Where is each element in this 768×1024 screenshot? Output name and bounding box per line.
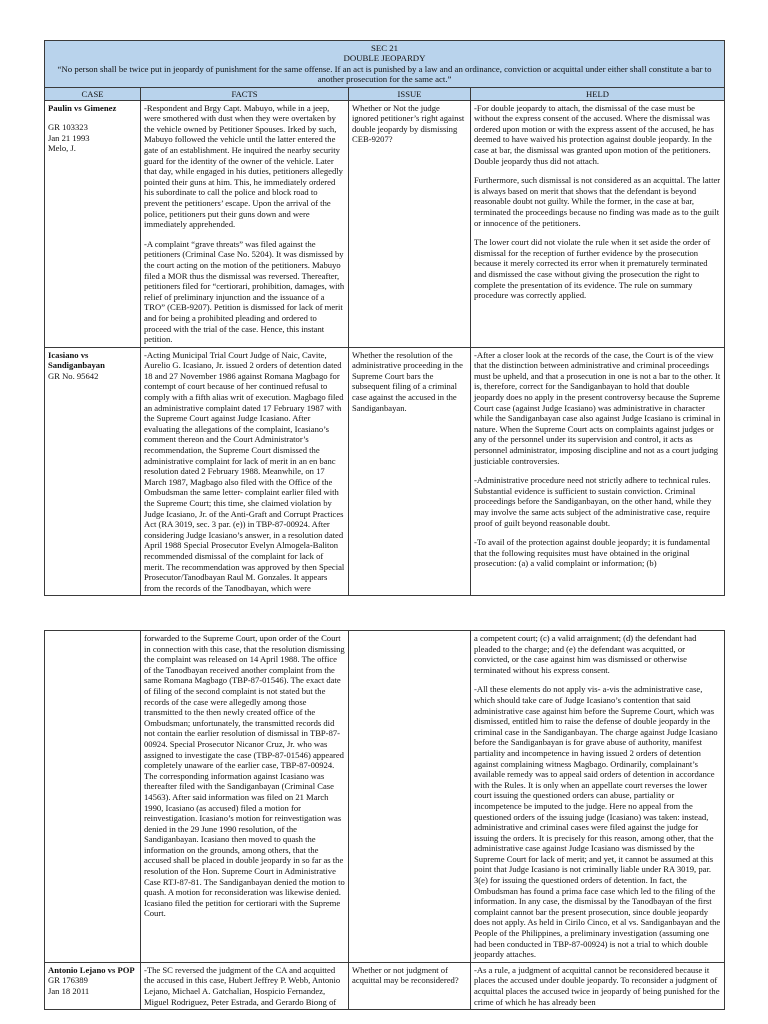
column-header-facts: FACTS [141, 87, 349, 100]
held-cell [471, 631, 725, 963]
case-gr: GR 176389 [48, 975, 88, 986]
table-row [45, 631, 725, 963]
held-cell [471, 347, 725, 596]
facts-cell [141, 631, 349, 963]
case-date: Jan 18 2011 [48, 986, 90, 996]
facts-paragraph: -A complaint “grave threats” was filed against the petitioners (Criminal Case No. 5204). It was dismissed by the court acting on the motion of the petitioners. Mabuyo filed a MOR thus the dismissal was reversed. Thereafter, petitioners filed for “certiorari, prohibition, damages, with relief of preliminary injunction and the issuance of a TRO” (CEB-9207). Petition is dismissed for lack of merit and for being a prohibited pleading and ordered to proceed with the trial of the case. Hence, this instant petition. [144, 238, 345, 345]
held-paragraph: -All these elements do not apply vis- a-vis the administrative case, which should take care of Judge Icasiano’s contention that said administrative case against him before the Supreme Court, which was dismissed, entitled him to raise the defense of double jeopardy in the criminal case in the Sandiganbayan. The charge against Judge Icasiano before the Sandiganbayan is for grave abuse of authority, manifest partiality and incompetence in having issued 2 orders of detention against complaining witness Magbago. Ordinarily, complainant’s available remedy was to appeal said orders of detention in accordance with the Rules. It is only when an appellate court reverses the lower court issuing the questioned orders can abuse, partiality or incompetence be imputed to the judge. Here no appeal from the questioned orders of the issuing judge (Icasiano) was taken: instead, administrative and criminal cases were filed against the judge for issuing the orders. It is precisely for this reason, among other, that the administrative case against Judge Icasiano was dismissed by the Supreme Court for lack of merit; and yet, it cannot be assumed at this point that Judge Icasiano is not criminally liable under RA 3019, par. 3(e) for issuing the questioned orders of detention. In fact, the Ombudsman has found a prima face case which led to the filing of the information. In any case, the dismissal by the Tanodbayan of the first complaint cannot bar the present prosecution, since double jeopardy does not apply. As held in Cirilo Cinco, et al vs. Sandiganbayan and the People of the Philippines, a preliminary investigation (assuming one had been conducted in TBP-87-00924) is not a trial to which double jeopardy attaches. [474, 684, 721, 960]
held-paragraph: -After a closer look at the records of the case, the Court is of the view that the distinction between administrative and criminal proceedings must be upheld, and that a prosecution in one is not a bar to the other. It is, therefore, correct for the Sandiganbayan to hold that double jeopardy does no apply in the present controversy because the Supreme Court case (against Judge Icasiano) was administrative in character while the Sandiganbayan case also against Judge Icasiano is criminal in nature. When the Supreme Court acts on complaints against judges or any of the personnel under its supervision and control, it acts as personnel administrator, imposing discipline and not as a court judging justiciable controversies. [474, 349, 721, 466]
section-topic: DOUBLE JEOPARDY [343, 53, 426, 64]
page-2 [44, 630, 724, 1010]
case-digest-table [44, 40, 725, 596]
issue-text: Whether or Not the judge ignored petitioner’s right against double jeopardy by dismissing CEB-9207? [352, 102, 465, 145]
section-number: SEC 21 [370, 43, 399, 53]
held-cell [471, 100, 725, 347]
case-cell [45, 100, 141, 347]
column-header-row [45, 87, 725, 100]
held-paragraph: -To avail of the protection against double jeopardy; it is fundamental that the following requisites must have obtained in the original prosecution: (a) a valid complaint or information; (b) [474, 537, 711, 569]
case-gr: GR 103323 [48, 122, 88, 133]
case-ponente: Melo, J. [48, 143, 76, 154]
section-header-row [45, 41, 725, 88]
case-gr: GR No. 95642 [48, 370, 99, 381]
held-cell [471, 962, 725, 1009]
case-name: Paulin vs Gimenez [48, 102, 117, 113]
case-date: Jan 21 1993 [48, 132, 90, 143]
held-paragraph: Furthermore, such dismissal is not considered as an acquittal. The latter is always based on merit that shows that the defendant is beyond reasonable doubt not guilty. While the former, in the case at bar, terminated the proceedings because no finding was made as to the guilt or innocence of the petitioners. [474, 175, 721, 228]
issue-text: Whether or not judgment of acquittal may be reconsidered? [352, 964, 459, 986]
issue-cell [349, 100, 471, 347]
case-name: Icasiano vs Sandiganbayan [48, 349, 105, 371]
table-row [45, 962, 725, 1009]
case-cell [45, 347, 141, 596]
case-cell [45, 631, 141, 963]
held-paragraph: -As a rule, a judgment of acquittal cannot be reconsidered because it places the accused under double jeopardy. To reconsider a judgment of acquittal places the accused twice in jeopardy of being punished for the crime of which he has already been [474, 964, 720, 1007]
case-digest-table-continued [44, 630, 725, 1010]
column-header-issue: ISSUE [349, 87, 471, 100]
case-cell [45, 962, 141, 1009]
column-header-held: HELD [471, 87, 725, 100]
section-quote: “No person shall be twice put in jeopardy of punishment for the same offense. If an act is punished by a law and an ordinance, conviction or acquittal under either shall constitute a bar to another prosecution for the same act.” [57, 63, 712, 85]
issue-text: Whether the resolution of the administrative proceeding in the Supreme Court bars the subsequent filing of a criminal case against the accused in the Sandiganbayan. [352, 349, 463, 413]
facts-cell [141, 962, 349, 1009]
column-header-case: CASE [45, 87, 141, 100]
page-1 [44, 40, 724, 596]
table-row [45, 100, 725, 347]
held-paragraph: a competent court; (c) a valid arraignment; (d) the defendant had pleaded to the charge; and (e) the defendant was acquitted, or convicted, or the case against him was dismissed or otherwise terminated without his express consent. [474, 633, 697, 675]
issue-cell [349, 347, 471, 596]
section-header [45, 41, 725, 88]
case-name: Antonio Lejano vs POP [48, 964, 135, 975]
facts-paragraph: -Respondent and Brgy Capt. Mabuyo, while in a jeep, were smothered with dust when they were overtaken by the vehicle owned by Petitioner Spouses. Irked by such, Mabuyo followed the vehicle until the latter entered the gate of an establishment. He inquired the nearby security guard for the identity of the owner of the vehicle. Later that day, while engaged in his duties, petitioners allegedly pointed their guns at him. This, he immediately ordered his subordinate to call the police and block road to prevent the petitioners’ escape. Upon the arrival of the police, petitioners put their guns down and were immediately apprehended. [144, 102, 343, 230]
facts-cell [141, 347, 349, 596]
held-paragraph: The lower court did not violate the rule when it set aside the order of dismissal for the reception of further evidence by the prosecution because it merely corrected its error when it prematurely terminated and dismissed the case without giving the prosecution the right to complete the presentation of its evidence. The rule on summary procedure was correctly applied. [474, 237, 711, 301]
held-paragraph: -For double jeopardy to attach, the dismissal of the case must be without the express consent of the accused. Where the dismissal was ordered upon motion or with the express assent of the accused, he has deemed to have waived his protection against double jeopardy. In the case at bar, the dismissal was granted upon motion of the petitioners. Double jeopardy thus did not attach. [474, 102, 714, 166]
held-paragraph: -Administrative procedure need not strictly adhere to technical rules. Substantial evidence is sufficient to sustain conviction. Criminal proceedings before the Sandiganbayan, on the other hand, while they may involve the same acts subject of the administrative case, require proof of guilt beyond reasonable doubt. [474, 475, 712, 528]
facts-cell [141, 100, 349, 347]
table-row [45, 347, 725, 596]
issue-cell [349, 631, 471, 963]
issue-cell [349, 962, 471, 1009]
facts-paragraph: -Acting Municipal Trial Court Judge of Naic, Cavite, Aurelio G. Icasiano, Jr. issued 2 orders of detention dated 18 and 27 November 1986 against Romana Magbago for contempt of court because of her continued refusal to comply with a fifth alias writ of execution. Magbago filed an administrative complaint dated 17 February 1987 with the Supreme Court against Judge Icasiano. After evaluating the allegations of the complaint, Icasiano’s comment thereon and the Court Administrator’s recommendation, the Supreme Court dismissed the administrative complaint for lack of merit in an en banc resolution dated 2 February 1988. Meanwhile, on 17 March 1987, Magbago also filed with the Office of the Ombudsman the same letter- complaint earlier filed with the Supreme Court; this time, she claimed violation by Judge Icasiano, Jr. of the Anti-Graft and Corrupt Practices Act (RA 3019, sec. 3 par. (e)) in TBP-87-00924. After considering Judge Icasiano’s answer, in a resolution dated April 1988 Special Prosecutor Evelyn Almogela-Baliton recommended dismissal of the complaint for lack of merit. The recommendation was approved by then Special Prosecutor/Tanodbayan Raul M. Gonzales. It appears from the records of the Tanodbayan, which were [144, 349, 345, 593]
facts-paragraph: -The SC reversed the judgment of the CA and acquitted the accused in this case, Hubert Jeffrey P. Webb, Antonio Lejano, Michael A. Gatchalian, Hospicio Fernandez, Miguel Rodriguez, Peter Estrada, and Gerardo Biong of [144, 964, 341, 1007]
facts-paragraph: forwarded to the Supreme Court, upon order of the Court in connection with this case, that the resolution dismissing the complaint was released on 14 April 1988. The office of the Tanodbayan received another complaint from the same Romana Magbago (TBP-87-01546). The exact date of filing of the second complaint is not stated but the records of the case were allegedly among those transmitted to the then newly created office of the Ombudsman; unfortunately, the transmitted records did not contain the earlier resolution of dismissal in TBP-87-00924. Special Prosecutor Nicanor Cruz, Jr. who was assigned to investigate the case (TBP-87-01546) appeared completely unaware of the earlier case, TBP-87-00924. The corresponding information against Icasiano was thereafter filed with the Sandiganbayan (Criminal Case 14563). After said information was filed on 21 March 1990, Icasiano (as accused) filed a motion for reinvestigation. Icasiano’s motion for reinvestigation was denied in the 29 June 1990 resolution, of the Sandiganbayan. Icasiano then moved to quash the information on the grounds, among others, that the accused shall be placed in double jeopardy in so far as the resolution of the Hon. Supreme Court in Administrative Case RTJ-87-81. The Sandiganbayan denied the motion to quash. A motion for reconsideration was likewise denied. Icasiano filed the petition for certiorari with the Supreme Court. [144, 633, 345, 919]
